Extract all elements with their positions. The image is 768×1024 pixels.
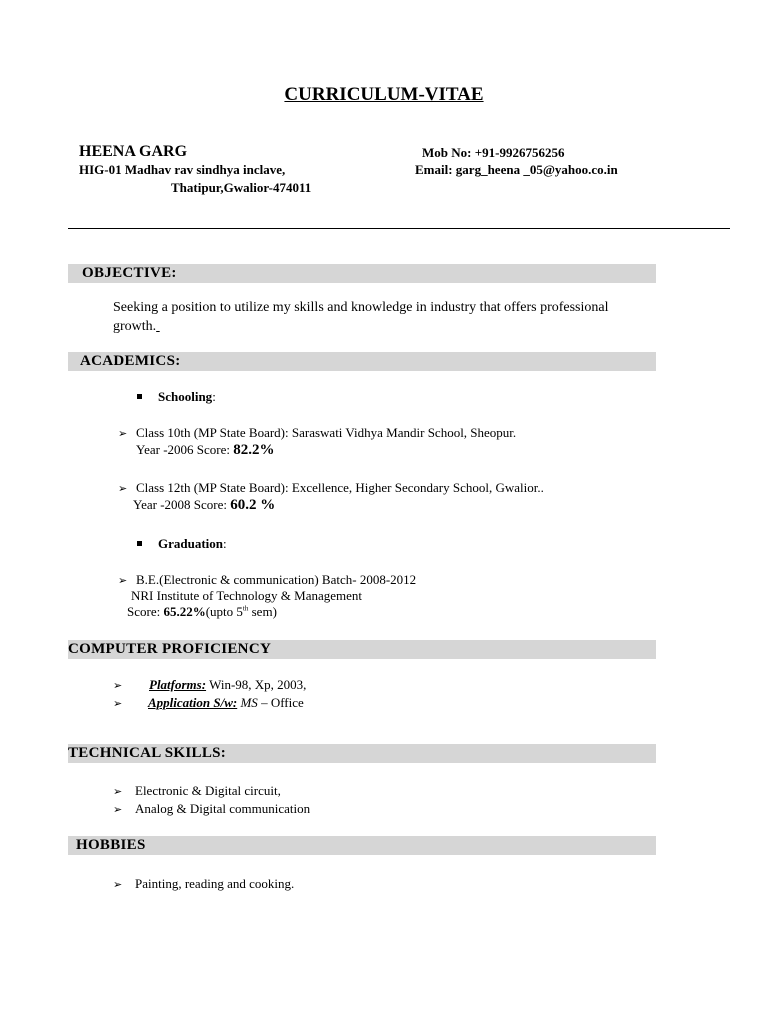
academics-section-band (68, 352, 656, 371)
arrow-bullet-icon: ➢ (118, 575, 128, 587)
technical-skill-item: ➢ Analog & Digital communication (113, 801, 311, 816)
computer-section-band (68, 640, 656, 659)
graduation-item: Graduation: (137, 536, 227, 552)
address-line-1: HIG-01 Madhav rav sindhya inclave, (79, 162, 286, 177)
computer-heading: COMPUTER PROFICIENCY (68, 641, 272, 657)
objective-text-line-1: Seeking a position to utilize my skills and knowledge in industry that offers professional (113, 300, 609, 315)
candidate-name: HEENA GARG (79, 143, 188, 160)
arrow-bullet-icon: ➢ (113, 786, 123, 798)
objective-section-band (68, 264, 656, 283)
arrow-bullet-icon: ➢ (118, 483, 128, 495)
arrow-bullet-icon: ➢ (113, 879, 123, 891)
document-title: CURRICULUM-VITAE (284, 84, 484, 105)
applications-item: ➢ Application S/w: MS – Office (113, 695, 304, 710)
be-institute: NRI Institute of Technology & Management (131, 588, 362, 603)
platforms-item: ➢ Platforms: Win-98, Xp, 2003, (113, 677, 307, 692)
class-10-line: ➢ Class 10th (MP State Board): Saraswati Vidhya Mandir School, Sheopur. (118, 425, 517, 440)
technical-skill-item: ➢ Electronic & Digital circuit, (113, 783, 281, 798)
be-score-line: Score: 65.22%(upto 5th sem) (127, 604, 277, 619)
address-line-2: Thatipur,Gwalior-474011 (171, 180, 312, 195)
email-address: Email: garg_heena _05@yahoo.co.in (415, 162, 618, 177)
hobby-item: ➢ Painting, reading and cooking. (113, 876, 295, 891)
arrow-bullet-icon: ➢ (113, 680, 123, 692)
objective-heading: OBJECTIVE: (82, 265, 177, 281)
be-line: ➢ B.E.(Electronic & communication) Batch- 2008-2012 (118, 572, 417, 587)
technical-heading: TECHNICAL SKILLS: (68, 745, 227, 761)
hobbies-heading: HOBBIES (76, 837, 146, 853)
square-bullet-icon (137, 394, 142, 399)
schooling-item: Schooling: (137, 389, 216, 405)
header-divider (68, 228, 730, 229)
arrow-bullet-icon: ➢ (113, 804, 123, 816)
class-10-score-line: Year -2006 Score: 82.2% (136, 442, 275, 458)
square-bullet-icon (137, 541, 142, 546)
hobbies-section-band (68, 836, 656, 855)
academics-heading: ACADEMICS: (80, 353, 181, 369)
technical-section-band (68, 744, 656, 763)
objective-text-line-2: growth. (113, 319, 157, 334)
class-12-score-line: Year -2008 Score: 60.2 % (133, 497, 276, 513)
arrow-bullet-icon: ➢ (113, 698, 123, 710)
class-12-line: ➢ Class 12th (MP State Board): Excellence, Higher Secondary School, Gwalior.. (118, 480, 544, 495)
arrow-bullet-icon: ➢ (118, 428, 128, 440)
mobile-number: Mob No: +91-9926756256 (422, 145, 565, 160)
